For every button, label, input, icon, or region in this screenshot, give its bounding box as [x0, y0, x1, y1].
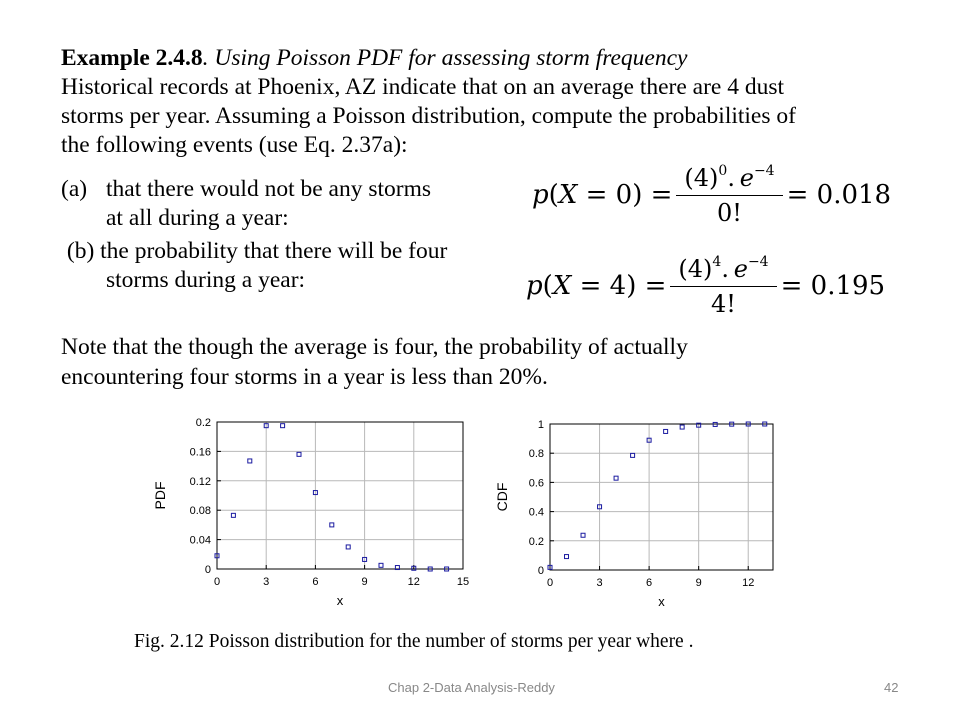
chart1-data-point-2 — [581, 533, 585, 537]
chart0-data-point-2 — [248, 459, 252, 463]
chart1-y-tick-label-0: 0 — [537, 565, 544, 577]
chart0-y-tick-label-1: 0.04 — [189, 534, 211, 547]
chart1-x-tick-label-2: 6 — [646, 577, 653, 589]
chart1-x-tick-label-1: 3 — [596, 577, 603, 589]
chart0-data-point-5 — [297, 452, 301, 456]
chart1-data-point-7 — [664, 429, 668, 433]
intro-line-1: Historical records at Phoenix, AZ indicate that on an average there are 4 dust — [61, 74, 785, 100]
chart0-frame — [217, 422, 463, 569]
eq-b-num-exp: 4 — [712, 254, 722, 270]
chart1-y-axis-label: CDF — [494, 482, 510, 512]
chart1-x-tick-label-3: 9 — [695, 577, 702, 589]
eq-b-num-e-exp: −4 — [747, 254, 769, 270]
eq-a-num-exp: 0 — [718, 163, 728, 179]
chart0-x-tick-label-3: 9 — [361, 576, 368, 588]
chart1-x-axis-label: x — [658, 594, 665, 609]
chart0-data-point-4 — [281, 424, 285, 428]
eq-a-num-e: e — [739, 164, 754, 192]
part-a-label: (a) — [61, 176, 88, 202]
part-a-line-1: that there would not be any storms — [106, 176, 432, 202]
chart1-frame — [550, 424, 773, 570]
chart0-x-axis-label: x — [336, 593, 344, 608]
eq-b-result: 0.195 — [810, 271, 886, 301]
equation-a: p ( X = 0 ) = $\frac{(4)^0. e^{-4}}{0!}$ = 0.018 — [532, 163, 892, 227]
part-b-line-2: storms during a year: — [106, 267, 306, 293]
chart0-x-tick-label-5: 15 — [456, 576, 470, 588]
note-line-2: encountering four storms in a year is less than 20%. — [61, 364, 548, 390]
eq-a-var: X — [558, 180, 578, 210]
eq-a-fraction — [680, 163, 778, 227]
chart1-y-tick-label-4: 0.8 — [528, 448, 544, 461]
chart0-data-point-10 — [379, 563, 383, 567]
chart0-data-point-7 — [330, 523, 334, 527]
chart0-x-tick-label-1: 3 — [263, 576, 270, 588]
cdf-chart — [487, 408, 782, 618]
eq-a-numerator: $(4)^0$. $e^{-4}$ — [684, 163, 775, 192]
page-number: 42 — [884, 680, 899, 695]
eq-b-var: X — [552, 271, 572, 301]
eq-a-num-e-exp: −4 — [753, 163, 775, 179]
intro-line-2: storms per year. Assuming a Poisson distribution, compute the probabilities of — [61, 103, 796, 129]
chart1-data-point-5 — [631, 453, 635, 457]
chart1-y-tick-label-3: 0.6 — [528, 477, 544, 490]
eq-a-val: 0 — [615, 180, 633, 210]
example-number: Example 2.4.8 — [61, 45, 203, 71]
chart1-x-tick-label-0: 0 — [546, 577, 554, 589]
eq-b-val: 4 — [609, 271, 627, 301]
chart0-y-tick-label-4: 0.16 — [189, 446, 211, 459]
chart0-x-tick-label-0: 0 — [213, 576, 221, 588]
eq-a-denominator: 0! — [676, 195, 782, 227]
figure-caption: Fig. 2.12 Poisson distribution for the number of storms per year where . — [134, 631, 694, 652]
eq-b-fraction — [674, 254, 772, 318]
intro-line-3: the following events (use Eq. 2.37a): — [61, 132, 408, 158]
eq-b-num-base: (4) — [678, 255, 713, 283]
chart0-y-tick-label-3: 0.12 — [189, 475, 211, 488]
chart0-x-tick-label-2: 6 — [312, 576, 319, 588]
example-subtitle: . Using Poisson PDF for assessing storm frequency — [202, 45, 688, 71]
chart0-data-point-8 — [346, 545, 350, 549]
chart1-data-point-4 — [614, 476, 618, 480]
eq-b-numerator: $(4)^4$. $e^{-4}$ — [678, 254, 769, 283]
chart1-x-tick-label-4: 12 — [742, 577, 755, 589]
note-line-1: Note that the though the average is four, the probability of actually — [61, 334, 688, 360]
pdf-chart — [145, 408, 480, 618]
chart0-y-tick-label-2: 0.08 — [189, 505, 211, 518]
chart1-data-point-8 — [680, 425, 684, 429]
part-a-line-2: at all during a year: — [106, 205, 289, 231]
equation-b: p ( X = 4 ) = $\frac{(4)^4. e^{-4}}{4!}$ = 0.195 — [526, 254, 886, 318]
chart0-y-tick-label-0: 0 — [204, 564, 211, 576]
eq-b-denominator: 4! — [670, 286, 776, 318]
eq-b-p: p — [526, 271, 543, 301]
example-title — [61, 44, 687, 73]
chart1-y-tick-label-2: 0.4 — [528, 506, 544, 519]
chart1-data-point-1 — [565, 555, 569, 559]
part-b-line-1: (b) the probability that there will be four — [61, 238, 448, 264]
chart0-data-point-1 — [231, 513, 235, 517]
eq-b-num-e: e — [733, 255, 748, 283]
eq-a-result: 0.018 — [816, 180, 892, 210]
eq-a-num-base: (4) — [684, 164, 719, 192]
chart1-y-tick-label-1: 0.2 — [528, 535, 544, 548]
chart0-x-tick-label-4: 12 — [407, 576, 420, 588]
chart1-y-tick-label-5: 1 — [537, 419, 544, 431]
chart0-y-tick-label-5: 0.2 — [195, 417, 211, 429]
chart0-y-axis-label: PDF — [152, 481, 168, 510]
eq-a-p: p — [532, 180, 549, 210]
footer-text: Chap 2-Data Analysis-Reddy — [388, 680, 555, 695]
